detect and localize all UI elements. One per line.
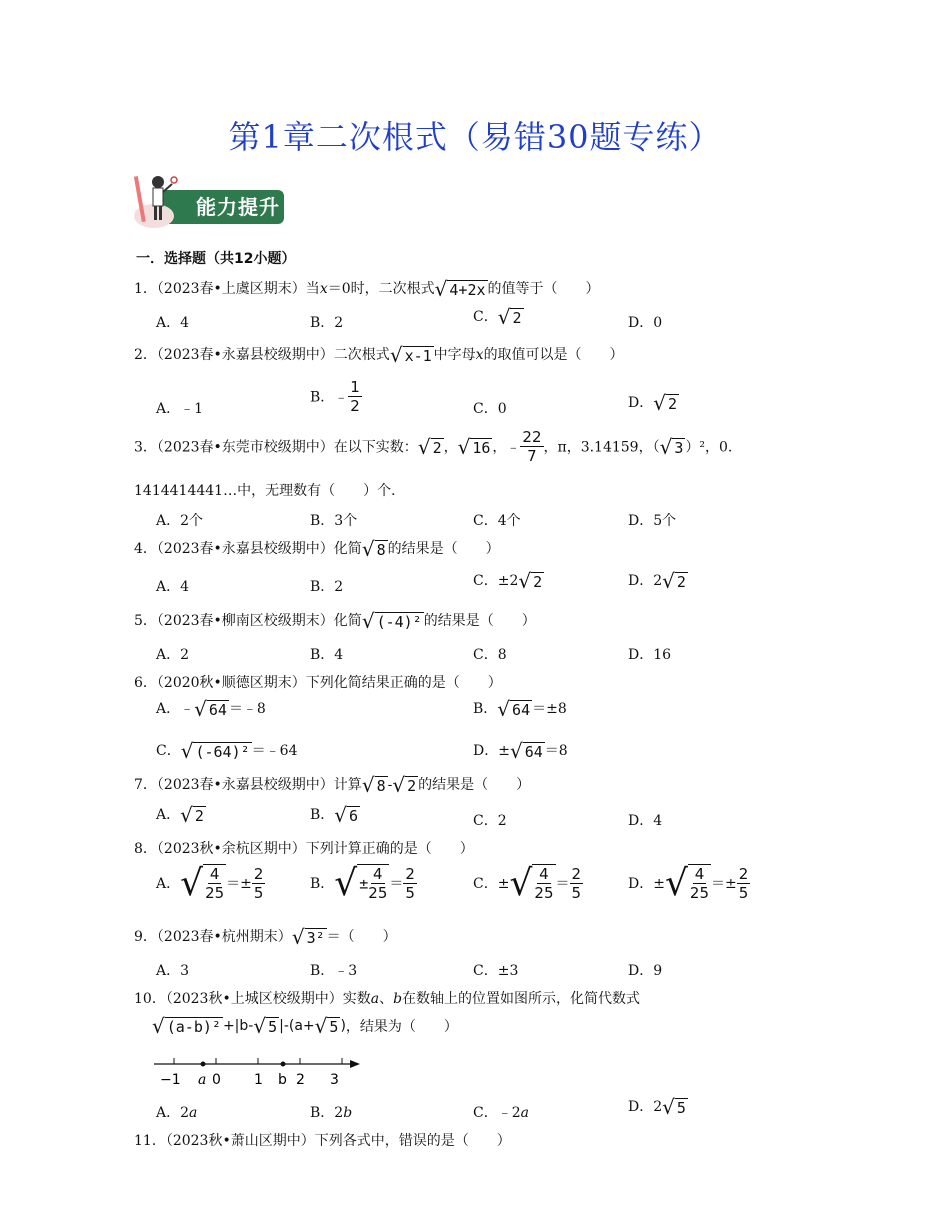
q-text: 的值等于（ ）: [487, 281, 600, 297]
q2-option-b: B．﹣ $\frac{1}{2}$: [310, 378, 360, 415]
q8-option-c: C．± √ $\frac{4}{25}$ ＝ $\frac{2}{5}$: [473, 863, 582, 904]
q6-option-c: C． √ (-64)² ＝﹣64: [156, 739, 298, 763]
student-figure-icon: [132, 170, 192, 232]
question-7: 7．（2023春•永嘉县校级期中）计算 √ 8 - √ 2 的结果是（ ）: [134, 773, 531, 797]
q10-option-a: A．2a: [156, 1105, 198, 1121]
question-1: [134, 278, 600, 299]
q1-option-a: A．4: [156, 315, 190, 331]
q9-option-d: D．9: [628, 963, 663, 979]
q3-option-c: C．4个: [473, 513, 521, 529]
q2-option-d: D． √ 2: [628, 391, 678, 415]
question-6: 6．（2020秋•顺德区期末）下列化简结果正确的是（ ）: [134, 675, 502, 691]
number-line: [152, 1052, 362, 1096]
question-10: 10．（2023秋•上城区校级期中）实数a、b在数轴上的位置如图所示，化简代数式: [134, 991, 641, 1007]
axis-label: −1: [160, 1072, 181, 1088]
radical: √ 4+2x: [434, 277, 486, 301]
question-3-cont: 1414414441…中，无理数有（ ）个．: [134, 483, 406, 499]
var: x: [319, 281, 328, 297]
q6-option-a: A．﹣ √ 64 ＝﹣8: [156, 697, 266, 721]
question-11: 11．（2023秋•萧山区期中）下列各式中，错误的是（ ）: [134, 1133, 511, 1149]
q9-option-b: B．﹣3: [310, 963, 358, 979]
q10-option-c: C．﹣2a: [473, 1105, 529, 1121]
ability-badge: [132, 170, 284, 232]
q6-option-d: D．± √ 64 ＝8: [473, 739, 568, 763]
badge-label: 能力提升: [158, 190, 284, 224]
q-text: （2023春•上虞区期末）当: [156, 281, 320, 297]
axis-label: b: [278, 1072, 287, 1088]
axis-label: 1: [254, 1072, 263, 1088]
q5-option-a: A．2: [156, 647, 190, 663]
axis-label: 2: [296, 1072, 305, 1088]
q-text: ＝0时，二次根式: [327, 281, 435, 297]
question-9: 9．（2023春•杭州期末） √ 3² ＝（ ）: [134, 925, 397, 949]
q9-option-c: C．±3: [473, 963, 519, 979]
q8-option-b: B． √ ± $\frac{4}{25}$ ＝ $\frac{2}{5}$: [310, 863, 415, 904]
axis-label: a: [198, 1072, 207, 1088]
q9-option-a: A．3: [156, 963, 190, 979]
question-3: 3．（2023春•东莞市校级期中）在以下实数： √ 2 ， √ 16 ，﹣ $\frac{22}{7}$ ，π，3.14159，（ √ 3 ）²，0.: [134, 428, 733, 465]
axis-label: 0: [212, 1072, 221, 1088]
q7-option-a: A． √ 2: [156, 803, 204, 827]
q8-option-a: A． √ $\frac{4}{25}$ ＝± $\frac{2}{5}$: [156, 863, 264, 904]
q8-option-d: D．± √ $\frac{4}{25}$ ＝± $\frac{2}{5}$: [628, 863, 749, 904]
q6-option-b: B． √ 64 ＝±8: [473, 697, 567, 721]
q4-option-d: D．2 √ 2: [628, 569, 686, 593]
q1-option-d: D．0: [628, 315, 663, 331]
question-10-expr: √ (a-b)² +|b- √ 5 |-(a+ √ 5 )，结果为（ ）: [152, 1014, 458, 1038]
q10-option-b: B．2b: [310, 1105, 353, 1121]
q3-option-d: D．5个: [628, 513, 677, 529]
q5-option-d: D．16: [628, 647, 672, 663]
page-title: 第1章二次根式（易错30题专练）: [228, 118, 722, 156]
question-8: 8．（2023秋•余杭区期中）下列计算正确的是（ ）: [134, 841, 474, 857]
q3-option-b: B．3个: [310, 513, 358, 529]
q10-option-d: D．2 √ 5: [628, 1095, 686, 1119]
question-5: 5．（2023春•柳南区校级期末）化简 √ (-4)² 的结果是（ ）: [134, 609, 536, 633]
q1-option-c: C． √ 2: [473, 305, 522, 329]
q1-option-b: B．2: [310, 315, 344, 331]
q4-option-a: A．4: [156, 579, 190, 595]
q7-option-c: C．2: [473, 813, 507, 829]
question-4: 4．（2023春•永嘉县校级期中）化简 √ 8 的结果是（ ）: [134, 537, 500, 561]
q5-option-c: C．8: [473, 647, 507, 663]
q7-option-d: D．4: [628, 813, 663, 829]
question-2: 2．（2023春•永嘉县校级期中）二次根式 √ x-1 中字母x的取值可以是（ ）: [134, 343, 624, 367]
q4-option-c: C．±2 √ 2: [473, 569, 543, 593]
q5-option-b: B．4: [310, 647, 344, 663]
q-num: 1．: [134, 281, 157, 297]
q2-option-c: C．0: [473, 401, 507, 417]
axis-label: 3: [330, 1072, 339, 1088]
q7-option-b: B． √ 6: [310, 803, 359, 827]
q4-option-b: B．2: [310, 579, 344, 595]
q2-option-a: A．﹣1: [156, 401, 204, 417]
section-heading: 一．选择题（共12小题）: [136, 251, 296, 267]
q3-option-a: A．2个: [156, 513, 204, 529]
